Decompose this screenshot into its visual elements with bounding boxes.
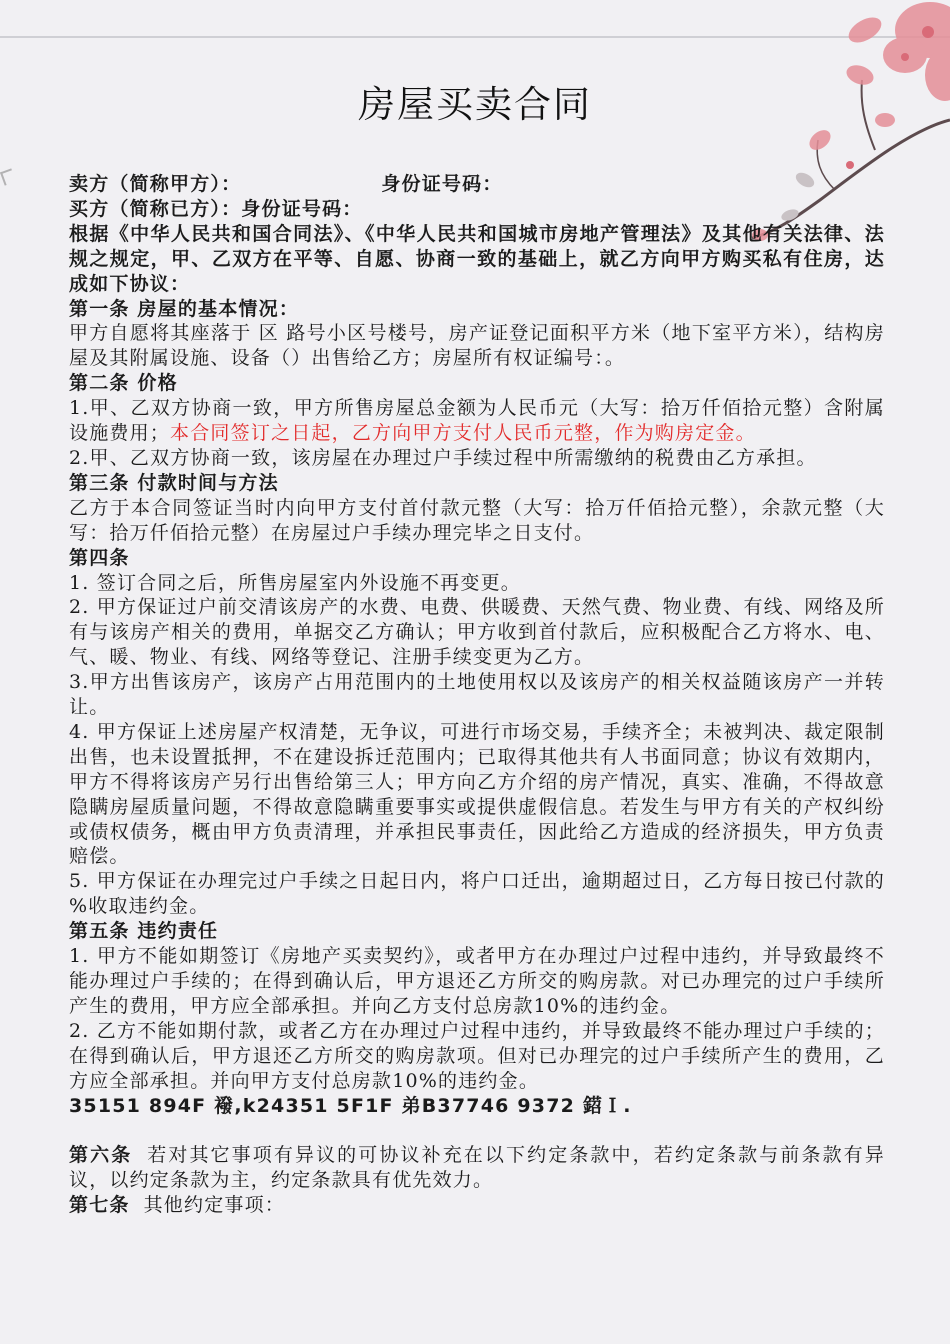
article-4-item-4: 4. 甲方保证上述房屋产权清楚，无争议，可进行市场交易，手续齐全；未被判决、裁定限制出售，也未设置抵押，不在建设拆迁范围内；已取得其他共有人书面同意；协议有效期内，甲方不得将该房产另行出售给第三人；甲方向乙方介绍的房产情况，真实、准确，不得故意隐瞒房屋质量问题，不得故意隐瞒重要事实或提供虚假信息。若发生与甲方有关的产权纠纷或债权债务，概由甲方负责清理，并承担民事责任，因此给乙方造成的经济损失，甲方负责赔偿。	[69, 720, 885, 868]
article-4-item-5: 5. 甲方保证在办理完过户手续之日起日内，将户口迁出，逾期超过日，乙方每日按已付款的 %收取违约金。	[69, 870, 885, 918]
garbled-code-line: 35151 894F 襏,k24351 5F1F 弟B37746 9372 鍣Ｉ.	[69, 1094, 632, 1117]
article-3-heading: 第三条 付款时间与方法	[69, 471, 279, 494]
article-3-text: 乙方于本合同签证当时内向甲方支付首付款元整（大写：拾万仟佰拾元整），余款元整（大写：拾万仟佰拾元整）在房屋过户手续办理完毕之日支付。	[69, 496, 885, 544]
left-margin-mark	[0, 168, 16, 185]
article-4-item-2: 2. 甲方保证过户前交清该房产的水费、电费、供暖费、天然气费、物业费、有线、网络及所有与该房产相关的费用，单据交乙方确认；甲方收到首付款后，应积极配合乙方将水、电、气、暖、物业、有线、网络等登记、注册手续变更为乙方。	[69, 596, 885, 669]
article-2-item-1	[69, 396, 885, 446]
article-2-heading: 第二条 价格	[69, 372, 178, 395]
article-2-item-1-text: 1.甲、乙双方协商一致，甲方所售房屋总金额为人民币元（大写：拾万仟佰拾元整）含附属设施费用；	[69, 397, 885, 445]
article-4-heading: 第四条	[69, 546, 130, 569]
seller-id-label: 身份证号码：	[381, 173, 503, 195]
blank-line	[69, 1118, 885, 1143]
article-6-heading: 第六条	[69, 1144, 133, 1167]
article-1-text: 甲方自愿将其座落于 区 路号小区号楼号，房产证登记面积平方米（地下室平方米），结构房屋及其附属设施、设备（）出售给乙方；房屋所有权证编号：。	[69, 322, 885, 370]
article-1-heading: 第一条 房屋的基本情况：	[69, 297, 300, 320]
seller-line	[69, 172, 885, 197]
seller-label: 卖方（简称甲方）：	[69, 173, 242, 195]
article-4-item-3: 3.甲方出售该房产，该房产占用范围内的土地使用权以及该房产的相关权益随该房产一并转让。	[69, 671, 885, 719]
article-7-heading: 第七条	[69, 1194, 130, 1217]
document-title: 房屋买卖合同	[358, 83, 592, 126]
buyer-line: 买方（简称已方）：身份证号码：	[69, 197, 363, 220]
deposit-clause-red: 本合同签订之日起，乙方向甲方支付人民币元整，作为购房定金。	[170, 422, 756, 445]
article-2-item-2: 2.甲、乙双方协商一致，该房屋在办理过户手续过程中所需缴纳的税费由乙方承担。	[69, 446, 817, 469]
article-5-item-2: 2. 乙方不能如期付款，或者乙方在办理过户过程中违约，并导致最终不能办理过户手续的；在得到确认后，甲方退还乙方所交的购房款项。但对已办理完的过户手续所产生的费用，乙方应全部承担。并向甲方支付总房款10%的违约金。	[69, 1019, 885, 1092]
article-5-heading: 第五条 违约责任	[69, 920, 219, 943]
article-6	[69, 1143, 885, 1193]
preamble: 根据《中华人民共和国合同法》、《中华人民共和国城市房地产管理法》及其他有关法律、法规之规定，甲、乙双方在平等、自愿、协商一致的基础上，就乙方向甲方购买私有住房，达成如下协议：	[69, 222, 885, 295]
article-6-text: 若对其它事项有异议的可协议补充在以下约定条款中，若约定条款与前条款有异议，以约定条款为主，约定条款具有优先效力。	[69, 1144, 885, 1192]
article-4-item-1: 1. 签订合同之后，所售房屋室内外设施不再变更。	[69, 571, 521, 594]
article-7-text: 其他约定事项：	[143, 1194, 286, 1217]
article-5-item-1: 1. 甲方不能如期签订《房地产买卖契约》，或者甲方在办理过户过程中违约，并导致最终不能办理过户手续的；在得到确认后，甲方退还乙方所交的购房款。对已办理完的过户手续所产生的费用，甲方应全部承担。并向乙方支付总房款10%的违约金。	[69, 945, 885, 1017]
contract-body	[69, 172, 885, 1218]
article-7	[69, 1193, 885, 1218]
